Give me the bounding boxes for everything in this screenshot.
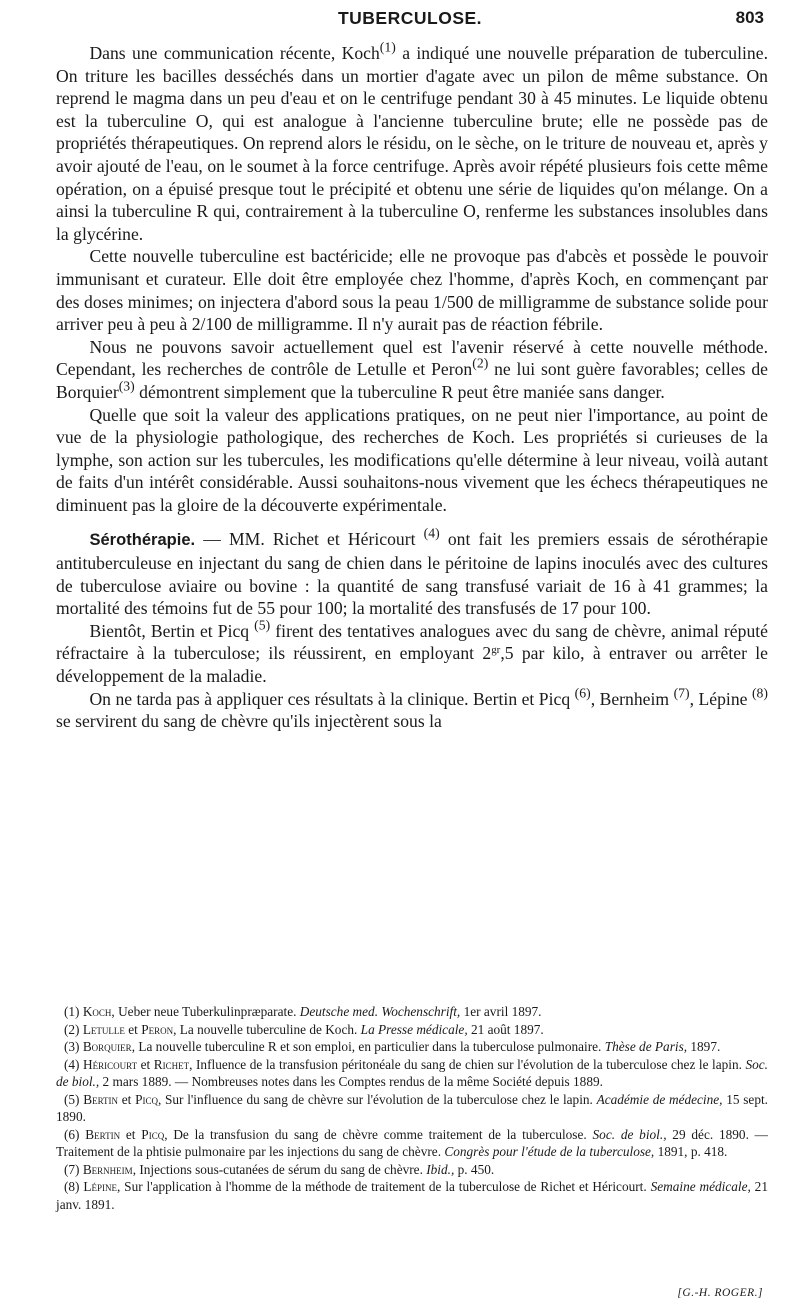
footnote: (6) Bertin et Picq, De la transfusion du sang de chèvre comme traitement de la tuberculose. Soc. de biol., 29 déc. 1890. — Traitement de la phtisie pulmonaire par les injections du sang de chèvre. Congrès pour l'étude de la tuberculose, 1891, p. 418. bbox=[56, 1126, 768, 1159]
footnote: (3) Borquier, La nouvelle tuberculine R et son emploi, en particulier dans la tuberculose pulmonaire. Thèse de Paris, 1897. bbox=[63, 1039, 721, 1054]
page-number: 803 bbox=[735, 8, 764, 27]
footnote-ref: (6) bbox=[574, 685, 591, 701]
paragraph: Dans une communication récente, Koch$^{(1)}$ a indiqué une nouvelle préparation de tuberculine. On triture les bacilles desséchés dans un mortier d'agate avec un pilon de même substance. On reprend le magma dans un peu d'eau et on le centrifuge pendant 30 à 45 minutes. Le liquide obtenu est la tuberculine O, qui est analogue à l'ancienne tuberculine brute; elle ne possède pas de propriétés thérapeutiques. On reprend alors le résidu, on le sèche, on le triture de nouveau et, après y avoir ajouté de l'eau, on le soumet à la force centrifuge. Après avoir répété plusieurs fois cette même opération, on a épuisé presque tout le précipité et obtenu une série de liquides qu'on mélange. On a ainsi la tuberculine R qui, contrairement à la tuberculine O, renferme les substances insolubles dans la glycérine. bbox=[56, 39, 769, 244]
paragraph: Quelle que soit la valeur des applications pratiques, on ne peut nier l'importance, au point de vue de la physiologie pathologique, des recherches de Koch. Les propriétés si curieuses de la lymphe, son action sur les tubercules, les modifications qu'elle détermine à leur niveau, voilà autant de faits d'un intérêt considérable. Aussi souhaitons-nous vivement que les échecs thérapeutiques ne diminuent pas la gloire de la découverte expérimentale. bbox=[56, 404, 768, 515]
footnote-author: Bernheim bbox=[82, 1161, 133, 1177]
running-title: TUBERCULOSE. bbox=[337, 8, 483, 28]
paragraph: On ne tarda pas à appliquer ces résultats à la clinique. Bertin et Picq $^{(6)}$, Bernheim $^{(7)}$, Lépine $^{(8)}$ se servirent du sang de chèvre qu'ils injectèrent sous la bbox=[56, 685, 768, 732]
footnote-author: Letulle bbox=[82, 1021, 125, 1037]
running-head bbox=[50, 8, 770, 30]
footnote-author: Bertin bbox=[83, 1091, 119, 1107]
footnotes bbox=[56, 1003, 768, 1213]
footnote-ref: (7) bbox=[673, 685, 690, 701]
footnote-ref: (4) bbox=[423, 525, 440, 541]
footnote: (8) Lépine, Sur l'application à l'homme de la méthode de traitement de la tuberculose de Richet et Héricourt. Semaine médicale, 21 janv. 1891. bbox=[56, 1179, 768, 1212]
footnote-author: Peron bbox=[141, 1021, 174, 1037]
footnote-author: Richet bbox=[153, 1056, 190, 1072]
footnote-author: Héricourt bbox=[83, 1056, 138, 1072]
footnote: (7) Bernheim, Injections sous-cutanées de sérum du sang de chèvre. Ibid., p. 450. bbox=[63, 1161, 495, 1177]
footnote-author: Picq bbox=[141, 1126, 165, 1142]
body-text bbox=[56, 39, 769, 733]
footnote-ref: (5) bbox=[254, 617, 271, 633]
footnote: (5) Bertin et Picq, Sur l'influence du sang de chèvre sur l'évolution de la tuberculose chez le lapin. Académie de médecine, 15 sept. 1890. bbox=[56, 1091, 768, 1124]
footnote-ref: (2) bbox=[472, 355, 489, 371]
paragraph: Cette nouvelle tuberculine est bactéricide; elle ne provoque pas d'abcès et possède le pouvoir immunisant et curateur. Elle doit être employée chez l'homme, d'après Koch, en commençant par des doses minimes; on injectera d'abord sous la peau 1/500 de milligramme de substance solide pour arriver peu à peu à 2/100 de milligramme. Il n'y aurait pas de réaction fébrile. bbox=[56, 246, 768, 335]
footnote-author: Lépine bbox=[83, 1179, 117, 1194]
paragraph-serotherapie: Sérothérapie. — MM. Richet et Héricourt $^{(4)}$ ont fait les premiers essais de sérothérapie antituberculeuse en injectant du sang de chien dans le péritoine de lapins inoculés avec des cultures de tuberculose aviaire ou bovine : la quantité de sang transfusé variait de 16 à 41 grammes; la mortalité des témoins fut de 55 pour 100; la mortalité des transfusés de 17 pour 100. bbox=[56, 525, 768, 619]
section-heading: Sérothérapie. bbox=[89, 531, 196, 550]
footnote-author: Borquier bbox=[82, 1039, 132, 1054]
paragraph: Nous ne pouvons savoir actuellement quel est l'avenir réservé à cette nouvelle méthode. Cependant, les recherches de contrôle de Letulle et Peron$^{(2)}$ ne lui sont guère favorables; celles de Borquier$^{(3)}$ démontrent simplement que la tuberculine R peut être maniée sans danger. bbox=[56, 336, 768, 402]
author-signature: [G.-H. ROGER.] bbox=[677, 1287, 763, 1299]
footnote-author: Picq bbox=[135, 1091, 158, 1107]
footnote-author: Koch bbox=[82, 1004, 112, 1019]
footnote: (4) Héricourt et Richet, Influence de la transfusion péritonéale du sang de chien sur l'évolution de la tuberculose chez le lapin. Soc. de biol., 2 mars 1889. — Nombreuses notes dans les Comptes rendus de la même Société depuis 1889. bbox=[56, 1056, 769, 1089]
unit-superscript: gr bbox=[491, 644, 501, 657]
paragraph: Bientôt, Bertin et Picq $^{(5)}$ firent des tentatives analogues avec du sang de chèvre, animal réputé réfractaire à la tuberculose; ils réussirent, en employant $2^{gr},5$ par kilo, à entraver ou arrêter le développement de la maladie. bbox=[56, 617, 768, 687]
footnote-ref: (1) bbox=[379, 39, 396, 55]
footnote-ref: (8) bbox=[751, 685, 768, 701]
footnote: (1) Koch, Ueber neue Tuberkulinpræparate. Deutsche med. Wochenschrift, 1er avril 1897. bbox=[63, 1004, 542, 1019]
footnote-author: Bertin bbox=[85, 1126, 121, 1142]
footnote-ref: (3) bbox=[118, 378, 135, 394]
footnote: (2) Letulle et Peron, La nouvelle tuberculine de Koch. La Presse médicale, 21 août 1897. bbox=[63, 1021, 544, 1037]
